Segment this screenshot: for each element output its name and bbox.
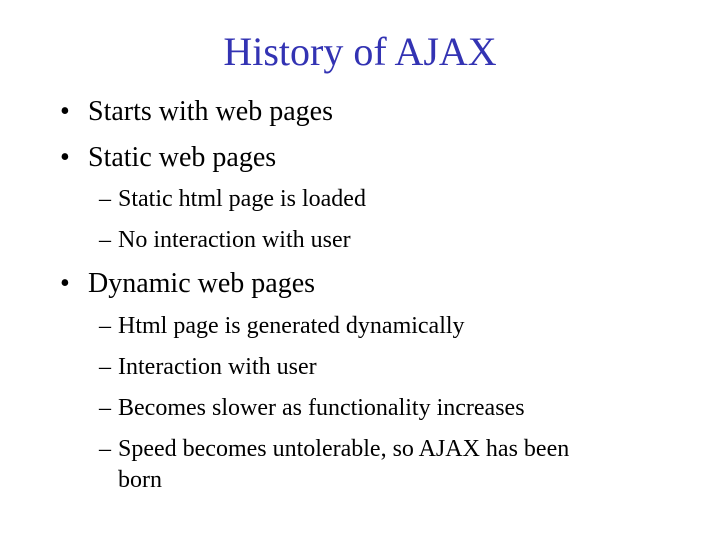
slide-title: History of AJAX [223, 29, 497, 74]
sub-bullet-text: No interaction with user [118, 227, 351, 253]
bullet-dot: • [60, 268, 70, 299]
sub-bullet-dash: – [99, 436, 111, 462]
bullet-text: Starts with web pages [88, 96, 333, 127]
sub-bullet-text: Speed becomes untolerable, so AJAX has been [118, 436, 570, 462]
sub-bullet-dash: – [99, 354, 111, 380]
bullet-dot: • [60, 96, 70, 127]
sub-bullet-dash: – [99, 313, 111, 339]
sub-bullet-dash: – [99, 227, 111, 253]
sub-bullet-dash: – [99, 186, 111, 212]
sub-bullet-text-continued: born [118, 467, 162, 493]
bullet-text: Dynamic web pages [88, 268, 316, 299]
sub-bullet-dash: – [99, 395, 111, 421]
sub-bullet-text: Interaction with user [118, 354, 317, 380]
sub-bullet-text: Becomes slower as functionality increases [118, 395, 525, 421]
bullet-text: Static web pages [88, 142, 277, 173]
sub-bullet-text: Static html page is loaded [118, 186, 366, 212]
bullet-dot: • [60, 142, 70, 173]
sub-bullet-text: Html page is generated dynamically [118, 313, 465, 339]
